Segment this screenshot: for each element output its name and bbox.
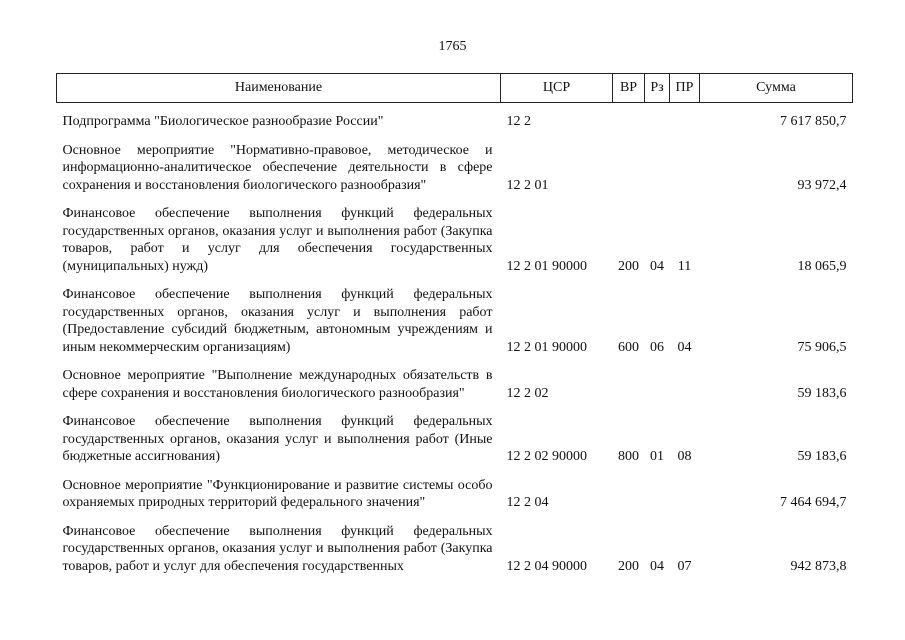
header-vr: ВР <box>613 74 645 103</box>
cell-csr: 12 2 02 90000 <box>506 449 587 464</box>
page-number: 1765 <box>438 39 467 54</box>
cell-sum: 59 183,6 <box>797 449 847 464</box>
cell-csr: 12 2 01 90000 <box>506 258 587 274</box>
cell-pr <box>670 356 700 402</box>
header-csr: ЦСР <box>501 74 613 103</box>
cell-vr <box>613 103 645 131</box>
table-row <box>57 466 853 512</box>
cell-name: Финансовое обеспечение выполнения функций федеральных государственных органов, оказания услуг и выполнения работ (Предоставление субсидий бюджетным, автономным учреждениям и иным некоммерческим организациям) <box>62 287 493 355</box>
cell-pr: 08 <box>677 449 692 464</box>
cell-name: Финансовое обеспечение выполнения функций федеральных государственных органов, оказания услуг и выполнения работ (Закупка товаров, работ и услуг для обеспечения государственных (муниципальных) нужд) <box>62 206 493 274</box>
table-header-row <box>57 74 853 103</box>
header-pr: ПР <box>670 74 700 103</box>
budget-table <box>56 73 853 575</box>
cell-sum: 7 464 694,7 <box>780 495 847 510</box>
table-row <box>57 103 853 131</box>
cell-vr: 800 <box>618 449 639 464</box>
header-sum: Сумма <box>700 74 853 103</box>
cell-pr: 04 <box>677 339 692 355</box>
cell-vr: 200 <box>618 258 639 274</box>
cell-name: Финансовое обеспечение выполнения функций федеральных государственных органов, оказания услуг и выполнения работ (Иные бюджетные ассигнования) <box>62 414 493 464</box>
cell-pr <box>670 466 700 512</box>
table-row <box>57 402 853 466</box>
table-body <box>57 103 853 576</box>
cell-name: Подпрограмма "Биологическое разнообразие России" <box>62 114 384 129</box>
cell-sum: 18 065,9 <box>797 258 847 274</box>
table-row <box>57 512 853 576</box>
cell-vr <box>613 466 645 512</box>
cell-csr: 12 2 <box>506 114 531 129</box>
cell-csr: 12 2 01 <box>506 177 549 193</box>
cell-name: Финансовое обеспечение выполнения функций федеральных государственных органов, оказания услуг и выполнения работ (Закупка товаров, работ и услуг для обеспечения государственных <box>62 523 493 574</box>
cell-sum: 7 617 850,7 <box>780 114 847 129</box>
header-name: Наименование <box>57 74 501 103</box>
cell-csr: 12 2 02 <box>506 385 549 401</box>
cell-vr <box>613 356 645 402</box>
table-row <box>57 356 853 402</box>
cell-rz <box>645 356 670 402</box>
cell-pr: 07 <box>677 558 692 574</box>
cell-rz: 04 <box>650 258 664 274</box>
cell-pr <box>670 103 700 131</box>
header-rz: Рз <box>645 74 670 103</box>
cell-csr: 12 2 01 90000 <box>506 339 587 355</box>
table-row <box>57 194 853 275</box>
cell-rz <box>645 466 670 512</box>
cell-vr: 200 <box>618 558 639 574</box>
cell-rz: 06 <box>650 339 664 355</box>
cell-pr: 11 <box>677 258 692 274</box>
cell-name: Основное мероприятие "Выполнение международных обязательств в сфере сохранения и восстановления биологического разнообразия" <box>62 368 493 401</box>
cell-rz <box>645 103 670 131</box>
cell-rz: 01 <box>650 449 664 464</box>
cell-pr <box>670 131 700 195</box>
cell-sum: 93 972,4 <box>797 177 847 193</box>
cell-name: Основное мероприятие "Функционирование и развитие системы особо охраняемых природных территорий федерального значения" <box>62 477 493 510</box>
cell-rz <box>645 131 670 195</box>
cell-rz: 04 <box>650 558 664 574</box>
cell-csr: 12 2 04 <box>506 495 549 510</box>
cell-sum: 75 906,5 <box>797 339 847 355</box>
cell-sum: 59 183,6 <box>797 385 847 401</box>
cell-csr: 12 2 04 90000 <box>506 558 587 574</box>
cell-name: Основное мероприятие "Нормативно-правовое, методическое и информационно-аналитическое обеспечение деятельности в сфере сохранения и восстановления биологического разнообразия" <box>62 142 493 193</box>
cell-sum: 942 873,8 <box>790 558 847 574</box>
table-row <box>57 131 853 195</box>
cell-vr <box>613 131 645 195</box>
table-row <box>57 275 853 356</box>
cell-vr: 600 <box>618 339 639 355</box>
